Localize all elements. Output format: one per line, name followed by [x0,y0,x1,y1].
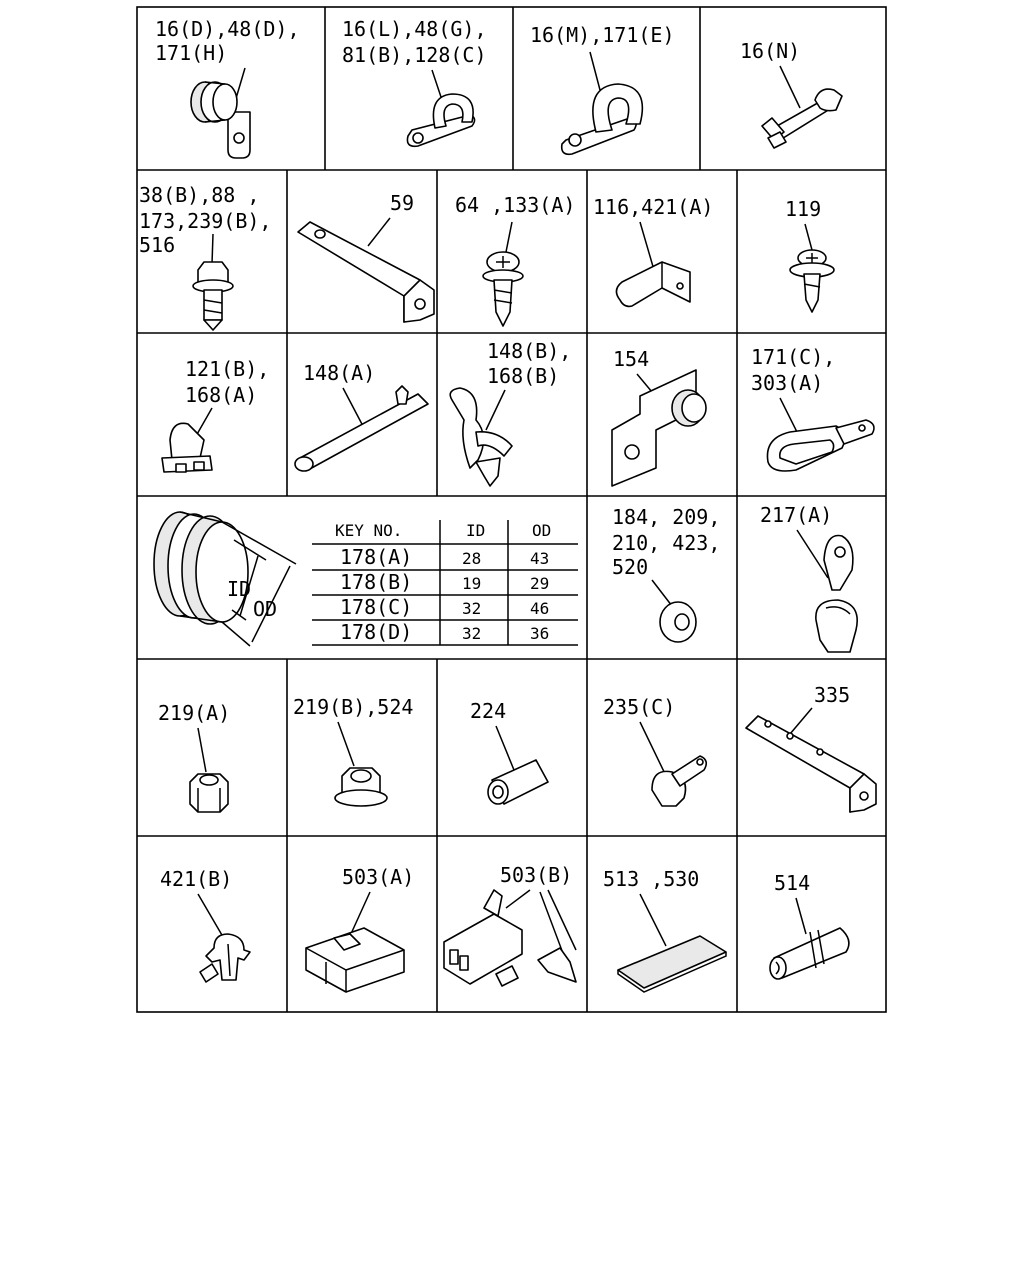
cell-clip-421b [160,867,250,982]
cell-bracket-59 [298,191,434,322]
leader-line [496,726,514,770]
tape-drawing [618,936,726,992]
part-label: 38(B),88 , [139,183,260,207]
cell-clip-16n [740,39,842,148]
part-label: 219(B),524 [293,695,414,719]
cell-tape-513 [603,867,726,992]
part-label: 335 [814,683,851,707]
part-label: 16(L),48(G), [342,17,487,41]
part-label: 81(B),128(C) [342,43,487,67]
part-label: 235(C) [603,695,676,719]
part-label: 217(A) [760,503,833,527]
leader-line [780,66,800,108]
cell-screw-119 [785,197,834,312]
clip-drawing [762,89,842,148]
cell-washer-184 [612,505,720,642]
nut-drawing [335,768,387,806]
screw-drawing [483,252,523,326]
part-label: 513 ,530 [603,867,700,891]
table-cell-id: 32 [462,624,482,643]
p-clamp-drawing [191,82,250,158]
leader-line [640,222,654,270]
part-label: 171(H) [155,41,228,65]
cell-clamp-16m [530,23,675,154]
cell-sleeve-224 [470,699,548,804]
part-label: 520 [612,555,649,579]
part-label: 154 [613,347,650,371]
leader-line [198,728,206,772]
part-label: 184, 209, [612,505,721,529]
table-cell-od: 43 [530,549,550,568]
cell-clamp-235c [603,695,706,806]
part-label: 421(B) [160,867,233,891]
part-label: 64 ,133(A) [455,193,576,217]
part-label: 224 [470,699,507,723]
part-label: 303(A) [751,371,824,395]
cell-grommet-178 [154,512,578,646]
part-label: 514 [774,871,811,895]
cell-tube-514 [770,871,849,979]
clip-drawing [816,536,857,653]
leader-line [196,408,212,436]
part-label: 516 [139,233,176,257]
part-label: 16(D),48(D), [155,17,300,41]
part-label: 59 [390,191,415,215]
part-label: 119 [785,197,822,221]
tube-drawing [770,928,849,979]
leader-line [590,52,600,90]
part-label: 168(A) [185,383,258,407]
leader-line [640,894,666,946]
table-cell-od: 46 [530,599,550,618]
table-cell-key: 178(B) [340,570,413,594]
table-cell-id: 19 [462,574,482,593]
cell-clamp-16d [155,17,300,158]
p-clamp-drawing [407,94,474,146]
cell-connector-503a [306,865,414,992]
id-dimension-label: ID [227,577,252,601]
cell-tie-148a [295,361,428,471]
part-label: 148(A) [303,361,376,385]
grommet-drawing [154,512,296,646]
table-cell-id: 28 [462,549,482,568]
leader-line [540,892,564,956]
leader-line [652,580,672,606]
grommet-size-table [312,520,578,645]
bolt-drawing [193,262,233,330]
clip-drawing [450,388,512,486]
leader-line [506,222,512,252]
cell-bracket-335 [746,683,876,812]
bracket-drawing [298,222,434,322]
tie-drawing [295,386,428,471]
cell-connector-503b [444,863,576,986]
part-label: 503(A) [342,865,415,889]
leader-line [343,388,364,428]
table-cell-id: 32 [462,599,482,618]
cell-clip-148b [450,339,571,486]
clip-drawing [200,934,250,982]
p-clamp-drawing [562,84,643,154]
part-label: 219(A) [158,701,231,725]
sleeve-drawing [488,760,548,804]
table-cell-key: 178(D) [340,620,413,644]
cell-nut-219b [293,695,413,806]
clip-drawing [616,262,690,306]
clip-drawing [162,423,212,472]
leader-line [338,722,354,766]
table-cell-key: 178(A) [340,545,413,569]
cell-clamp-16l [342,17,487,146]
part-label: 171(C), [751,345,836,369]
part-label: 168(B) [487,364,560,388]
cell-bracket-154 [612,347,706,486]
table-header-key: KEY NO. [335,521,403,540]
leader-line [790,708,812,734]
leader-line [432,70,442,100]
part-label: 121(B), [185,357,270,381]
table-header-od: OD [532,521,552,540]
bracket-drawing [612,370,706,486]
cell-nut-219a [158,701,230,812]
leader-line [796,898,806,934]
cell-clip-217a [760,503,857,652]
leader-line [548,890,576,950]
table-header-id: ID [466,521,486,540]
leader-line [368,218,390,246]
part-label: 210, 423, [612,531,721,555]
nut-drawing [190,774,228,812]
cell-clip-116 [593,195,713,306]
part-label: 173,239(B), [139,209,272,233]
leader-line [506,890,530,908]
leader-line [486,390,505,430]
connector-drawing [306,928,404,992]
part-label: 503(B) [500,863,573,887]
bracket-drawing [746,716,876,812]
clamp-drawing [767,420,874,471]
leader-line [212,234,213,264]
part-label: 148(B), [487,339,572,363]
part-label: 16(M),171(E) [530,23,675,47]
leader-line [797,530,828,578]
cell-screw-64 [455,193,575,326]
leader-line [805,224,812,250]
cell-clamp-171c [751,345,874,471]
cell-clip-121b [162,357,269,472]
table-cell-od: 36 [530,624,550,643]
part-label: 16(N) [740,39,801,63]
table-cell-key: 178(C) [340,595,413,619]
od-dimension-label: OD [253,597,278,621]
screw-drawing [790,250,834,312]
table-cell-od: 29 [530,574,550,593]
washer-drawing [660,602,696,642]
cell-bolt-38b [139,183,271,330]
part-label: 116,421(A) [593,195,714,219]
